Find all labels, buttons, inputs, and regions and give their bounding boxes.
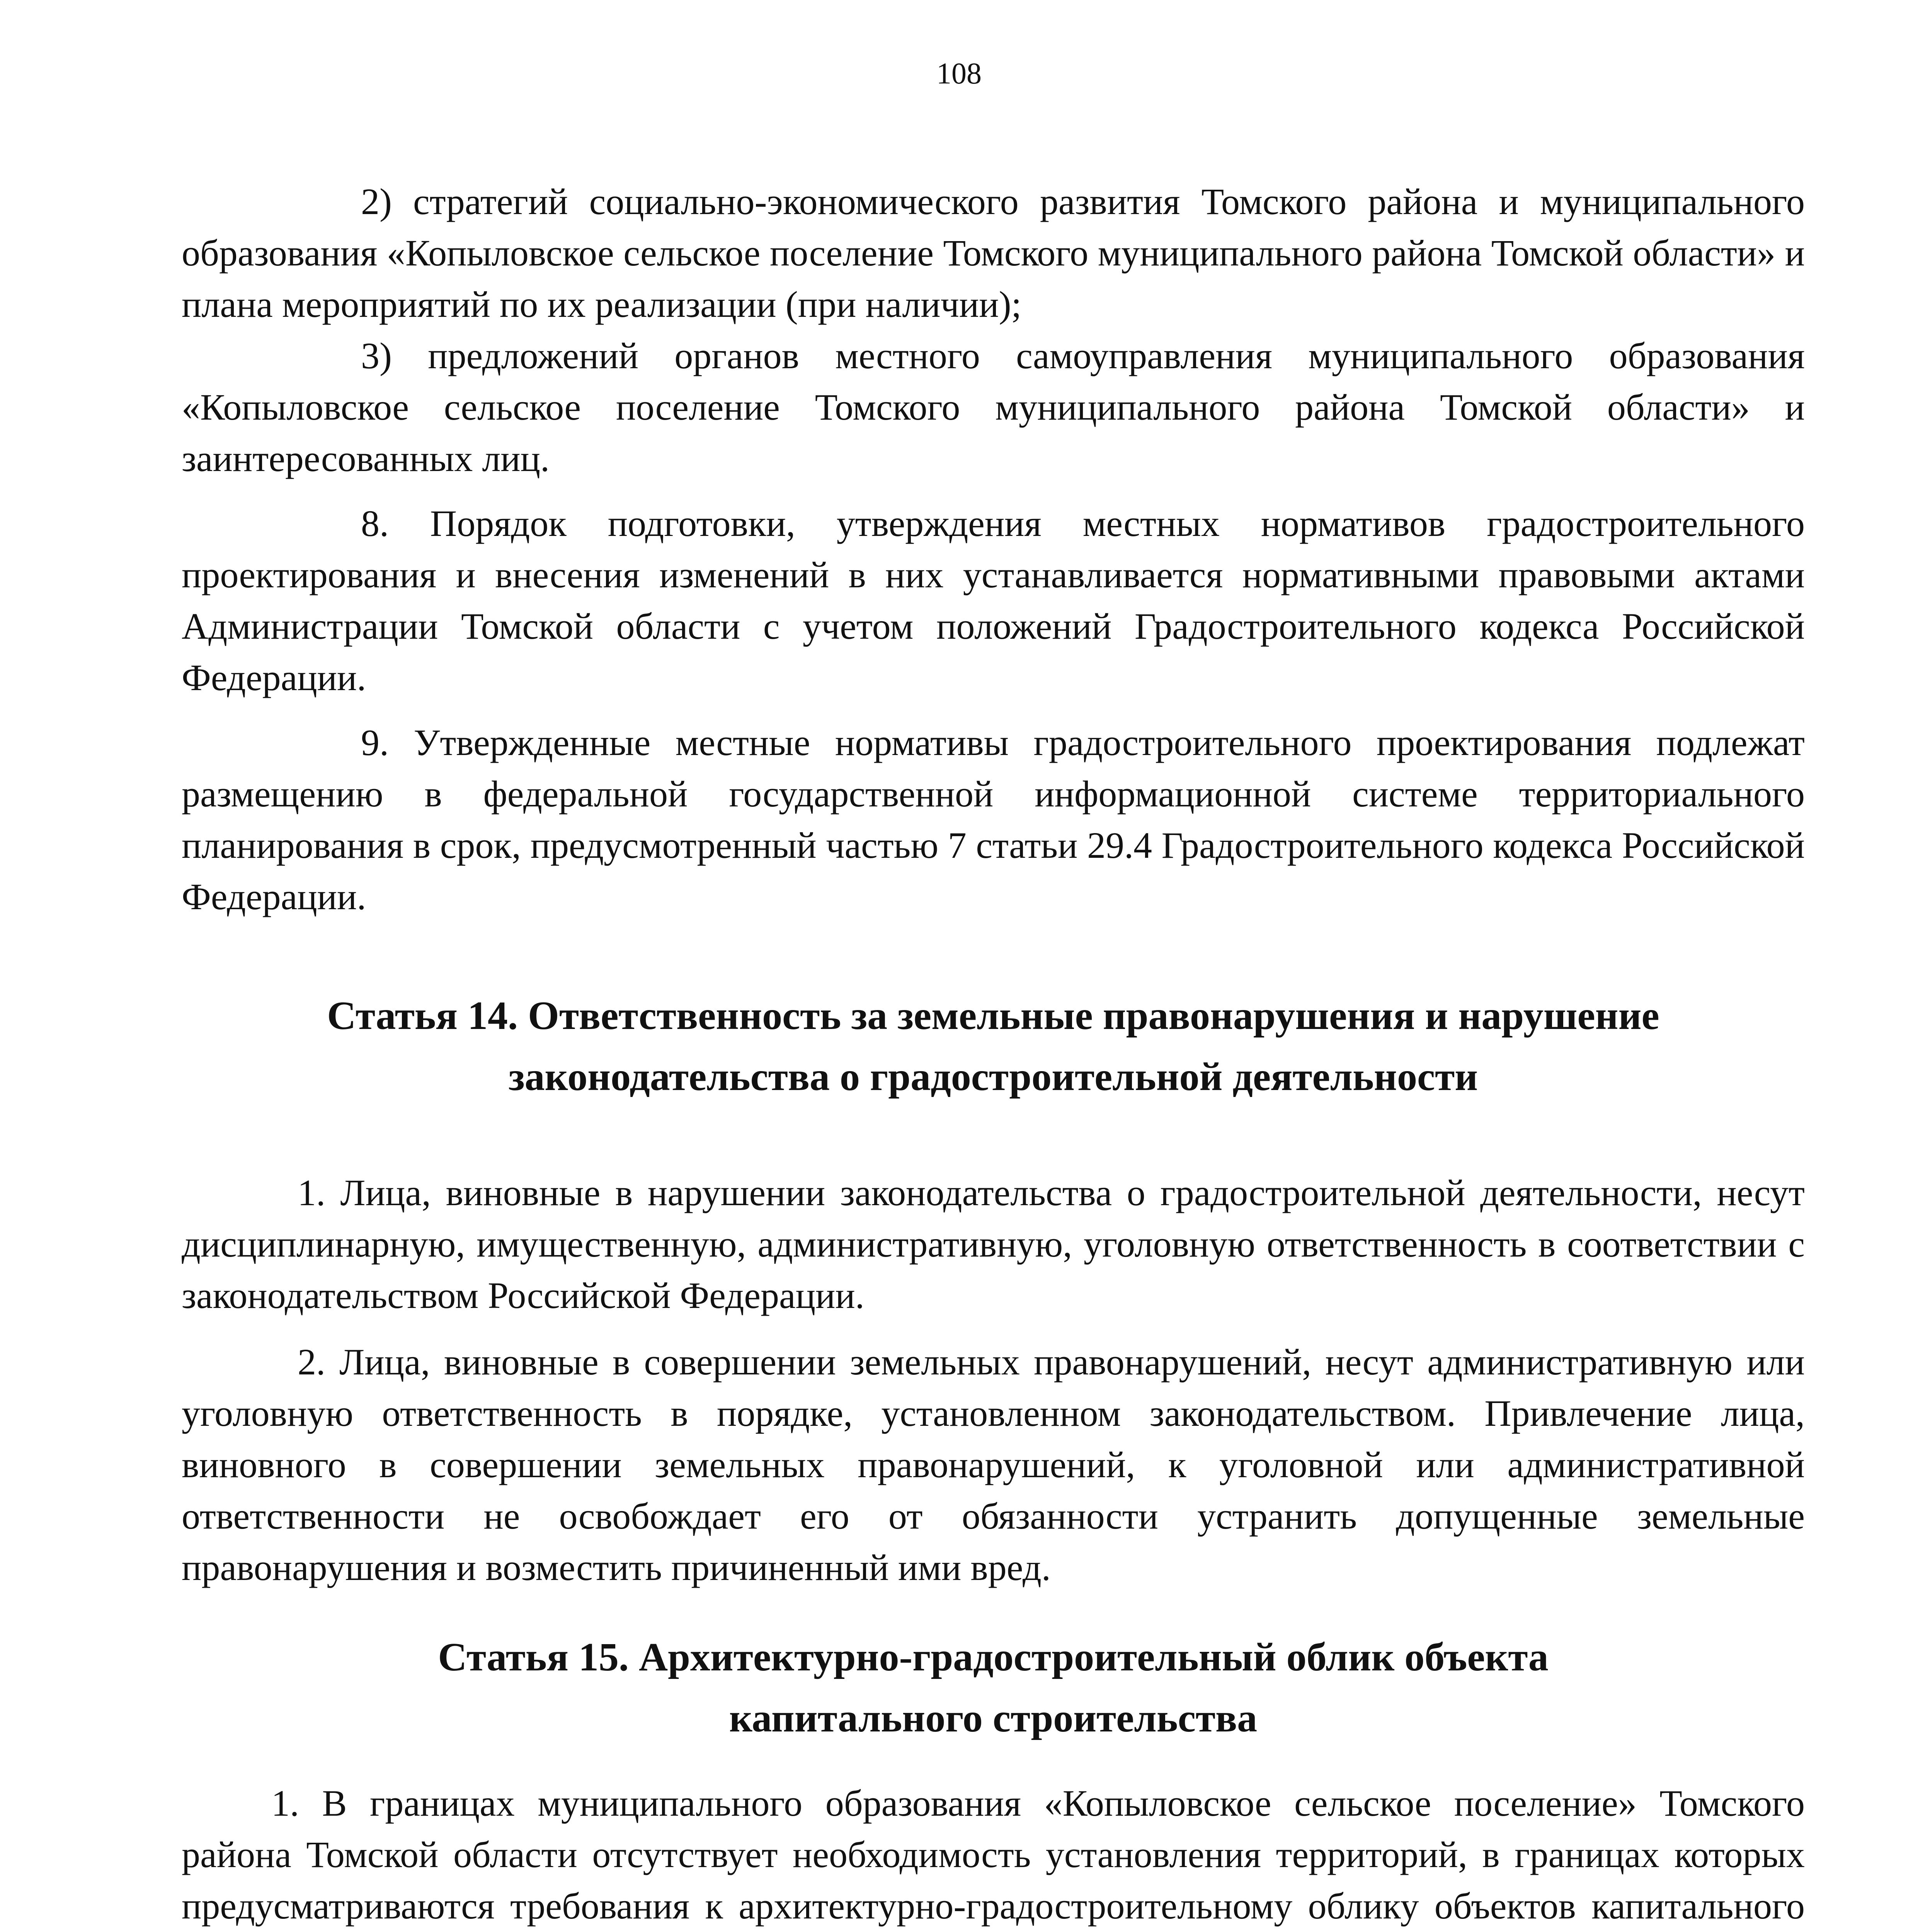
list-item-number: 3)	[361, 335, 392, 376]
article-14-paragraph-1: 1. Лица, виновные в нарушении законодательства о градостроительной деятельности, несут дисциплинарную, имущественную, административную, уголовную ответственность в соответствии с законодательством Российской Федерации.	[182, 1172, 1805, 1316]
list-item-text: стратегий социально-экономического развития Томского района и муниципального образования «Копыловское сельское поселение Томского муниципального района Томской области» и плана мероприятий по их реализации (при наличии);	[182, 181, 1805, 325]
list-item-number: 2)	[361, 181, 392, 222]
list-block-sources	[182, 176, 1805, 484]
point-9	[182, 717, 1805, 922]
point-number: 9.	[361, 722, 389, 763]
point-8	[182, 498, 1805, 703]
article-15-heading	[182, 1627, 1805, 1749]
article-15-paragraph-1: 1. В границах муниципального образования «Копыловское сельское поселение» Томского района Томской области отсутствует необходимость установления территорий, в границах которых предусматриваются требования к архитектурно-градостроительному облику объектов капитального	[182, 1782, 1805, 1927]
article-14-title-line-2: законодательства о градостроительной деятельности	[508, 1054, 1478, 1099]
article-14-title-line-1: Статья 14. Ответственность за земельные правонарушения и нарушение	[327, 993, 1659, 1038]
article-14-heading	[182, 985, 1805, 1107]
point-number: 8.	[361, 503, 389, 544]
page-number: 108	[936, 56, 982, 90]
point-text: Утвержденные местные нормативы градостроительного проектирования подлежат размещению в федеральной государственной информационной системе территориального планирования в срок, предусмотренный частью 7 статьи 29.4 Градостроительного кодекса Российской Федерации.	[182, 722, 1805, 917]
point-text: Порядок подготовки, утверждения местных нормативов градостроительного проектирования и внесения изменений в них устанавливается нормативными правовыми актами Администрации Томской области с учетом положений Градостроительного кодекса Российской Федерации.	[182, 503, 1805, 698]
list-item	[182, 330, 1805, 484]
list-item	[182, 176, 1805, 330]
article-15-title-line-1: Статья 15. Архитектурно-градостроительный облик объекта	[438, 1635, 1549, 1679]
list-item-text: предложений органов местного самоуправления муниципального образования «Копыловское сельское поселение Томского муниципального района Томской области» и заинтересованных лиц.	[182, 335, 1805, 479]
article-15-title-line-2: капитального строительства	[729, 1696, 1258, 1740]
article-14-paragraph-2: 2. Лица, виновные в совершении земельных правонарушений, несут административную или уголовную ответственность в порядке, установленном законодательством. Привлечение лица, виновного в совершении земельных правонарушений, к уголовной или административной ответственности не освобождает его от обязанности устранить допущенные земельные правонарушения и возместить причиненный ими вред.	[182, 1341, 1805, 1588]
